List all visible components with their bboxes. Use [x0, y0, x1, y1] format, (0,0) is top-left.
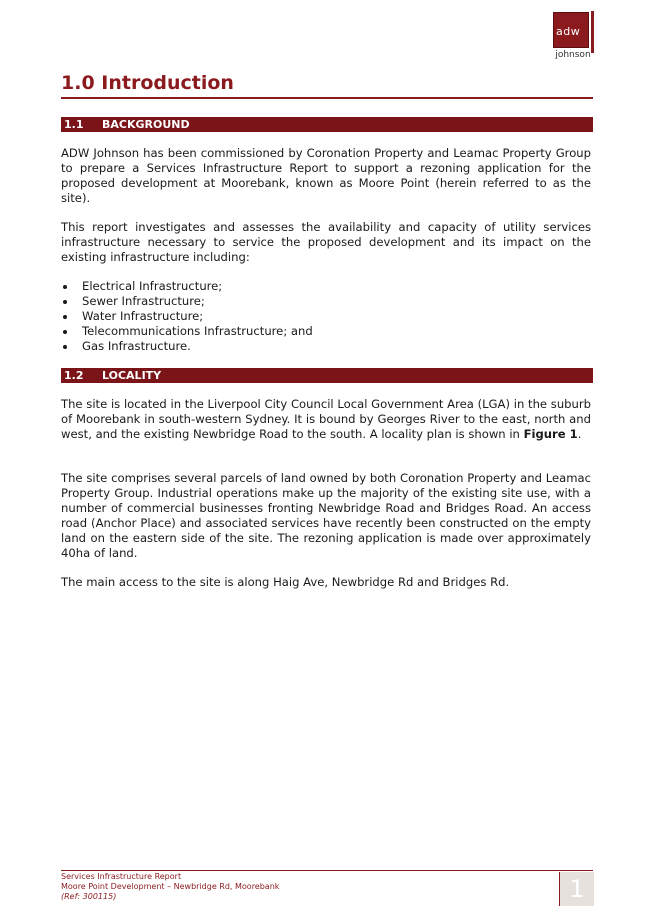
footer-report-title: Services Infrastructure Report: [61, 872, 182, 881]
figure-reference: Figure 1: [523, 427, 578, 441]
page-number: 1: [559, 872, 594, 906]
locality-paragraph-3: The main access to the site is along Haig Ave, Newbridge Rd and Bridges Rd.: [61, 575, 510, 589]
list-item: Gas Infrastructure.: [61, 339, 591, 354]
logo-mark-text: adw: [556, 25, 581, 38]
locality-text-end: .: [577, 427, 582, 441]
section-title: LOCALITY: [102, 369, 162, 382]
locality-text: The site is located in the Liverpool City Council Local Government Area (LGA) in the suburb of Moorebank in south-western Sydney. It is bound by Georges River to the east, north and west, and the existing Newbridge Road to the south. A locality plan is shown in: [61, 397, 591, 441]
footer-reference: (Ref: 300115): [61, 892, 117, 901]
company-logo: [553, 12, 593, 60]
infrastructure-list: [61, 279, 591, 354]
locality-paragraph-2: The site comprises several parcels of land owned by both Coronation Property and Leamac Property Group. Industrial operations make up the majority of the existing site use, with a number of commercial businesses fronting Newbridge Road and Bridges Road. An access road (Anchor Place) and associated services have recently been constructed on the empty land on the eastern side of the site. The rezoning application is made over approximately 40ha of land.: [61, 471, 591, 560]
list-item: Electrical Infrastructure;: [61, 279, 591, 294]
section-title: BACKGROUND: [102, 118, 190, 131]
list-item: Sewer Infrastructure;: [61, 294, 591, 309]
section-heading-background: [61, 117, 593, 132]
locality-paragraph-1: [61, 397, 591, 442]
footer-divider: [61, 870, 593, 871]
section-heading-locality: [61, 368, 593, 383]
footer-project: Moore Point Development – Newbridge Rd, Moorebank: [61, 882, 280, 891]
list-item: Water Infrastructure;: [61, 309, 591, 324]
background-paragraph-1: ADW Johnson has been commissioned by Coronation Property and Leamac Property Group to prepare a Services Infrastructure Report to support a rezoning application for the proposed development at Moorebank, known as Moore Point (herein referred to as the site).: [61, 146, 591, 205]
section-number: 1.2: [64, 369, 84, 382]
background-paragraph-2: This report investigates and assesses the availability and capacity of utility services infrastructure necessary to service the proposed development and its impact on the existing infrastructure including:: [61, 220, 591, 264]
logo-bar: [591, 11, 594, 53]
list-item: Telecommunications Infrastructure; and: [61, 324, 591, 339]
logo-caption: johnson: [555, 50, 591, 60]
chapter-heading: 1.0 Introduction: [61, 72, 593, 99]
section-number: 1.1: [64, 118, 84, 131]
footer-info: [61, 872, 279, 902]
logo-mark: [553, 12, 589, 48]
